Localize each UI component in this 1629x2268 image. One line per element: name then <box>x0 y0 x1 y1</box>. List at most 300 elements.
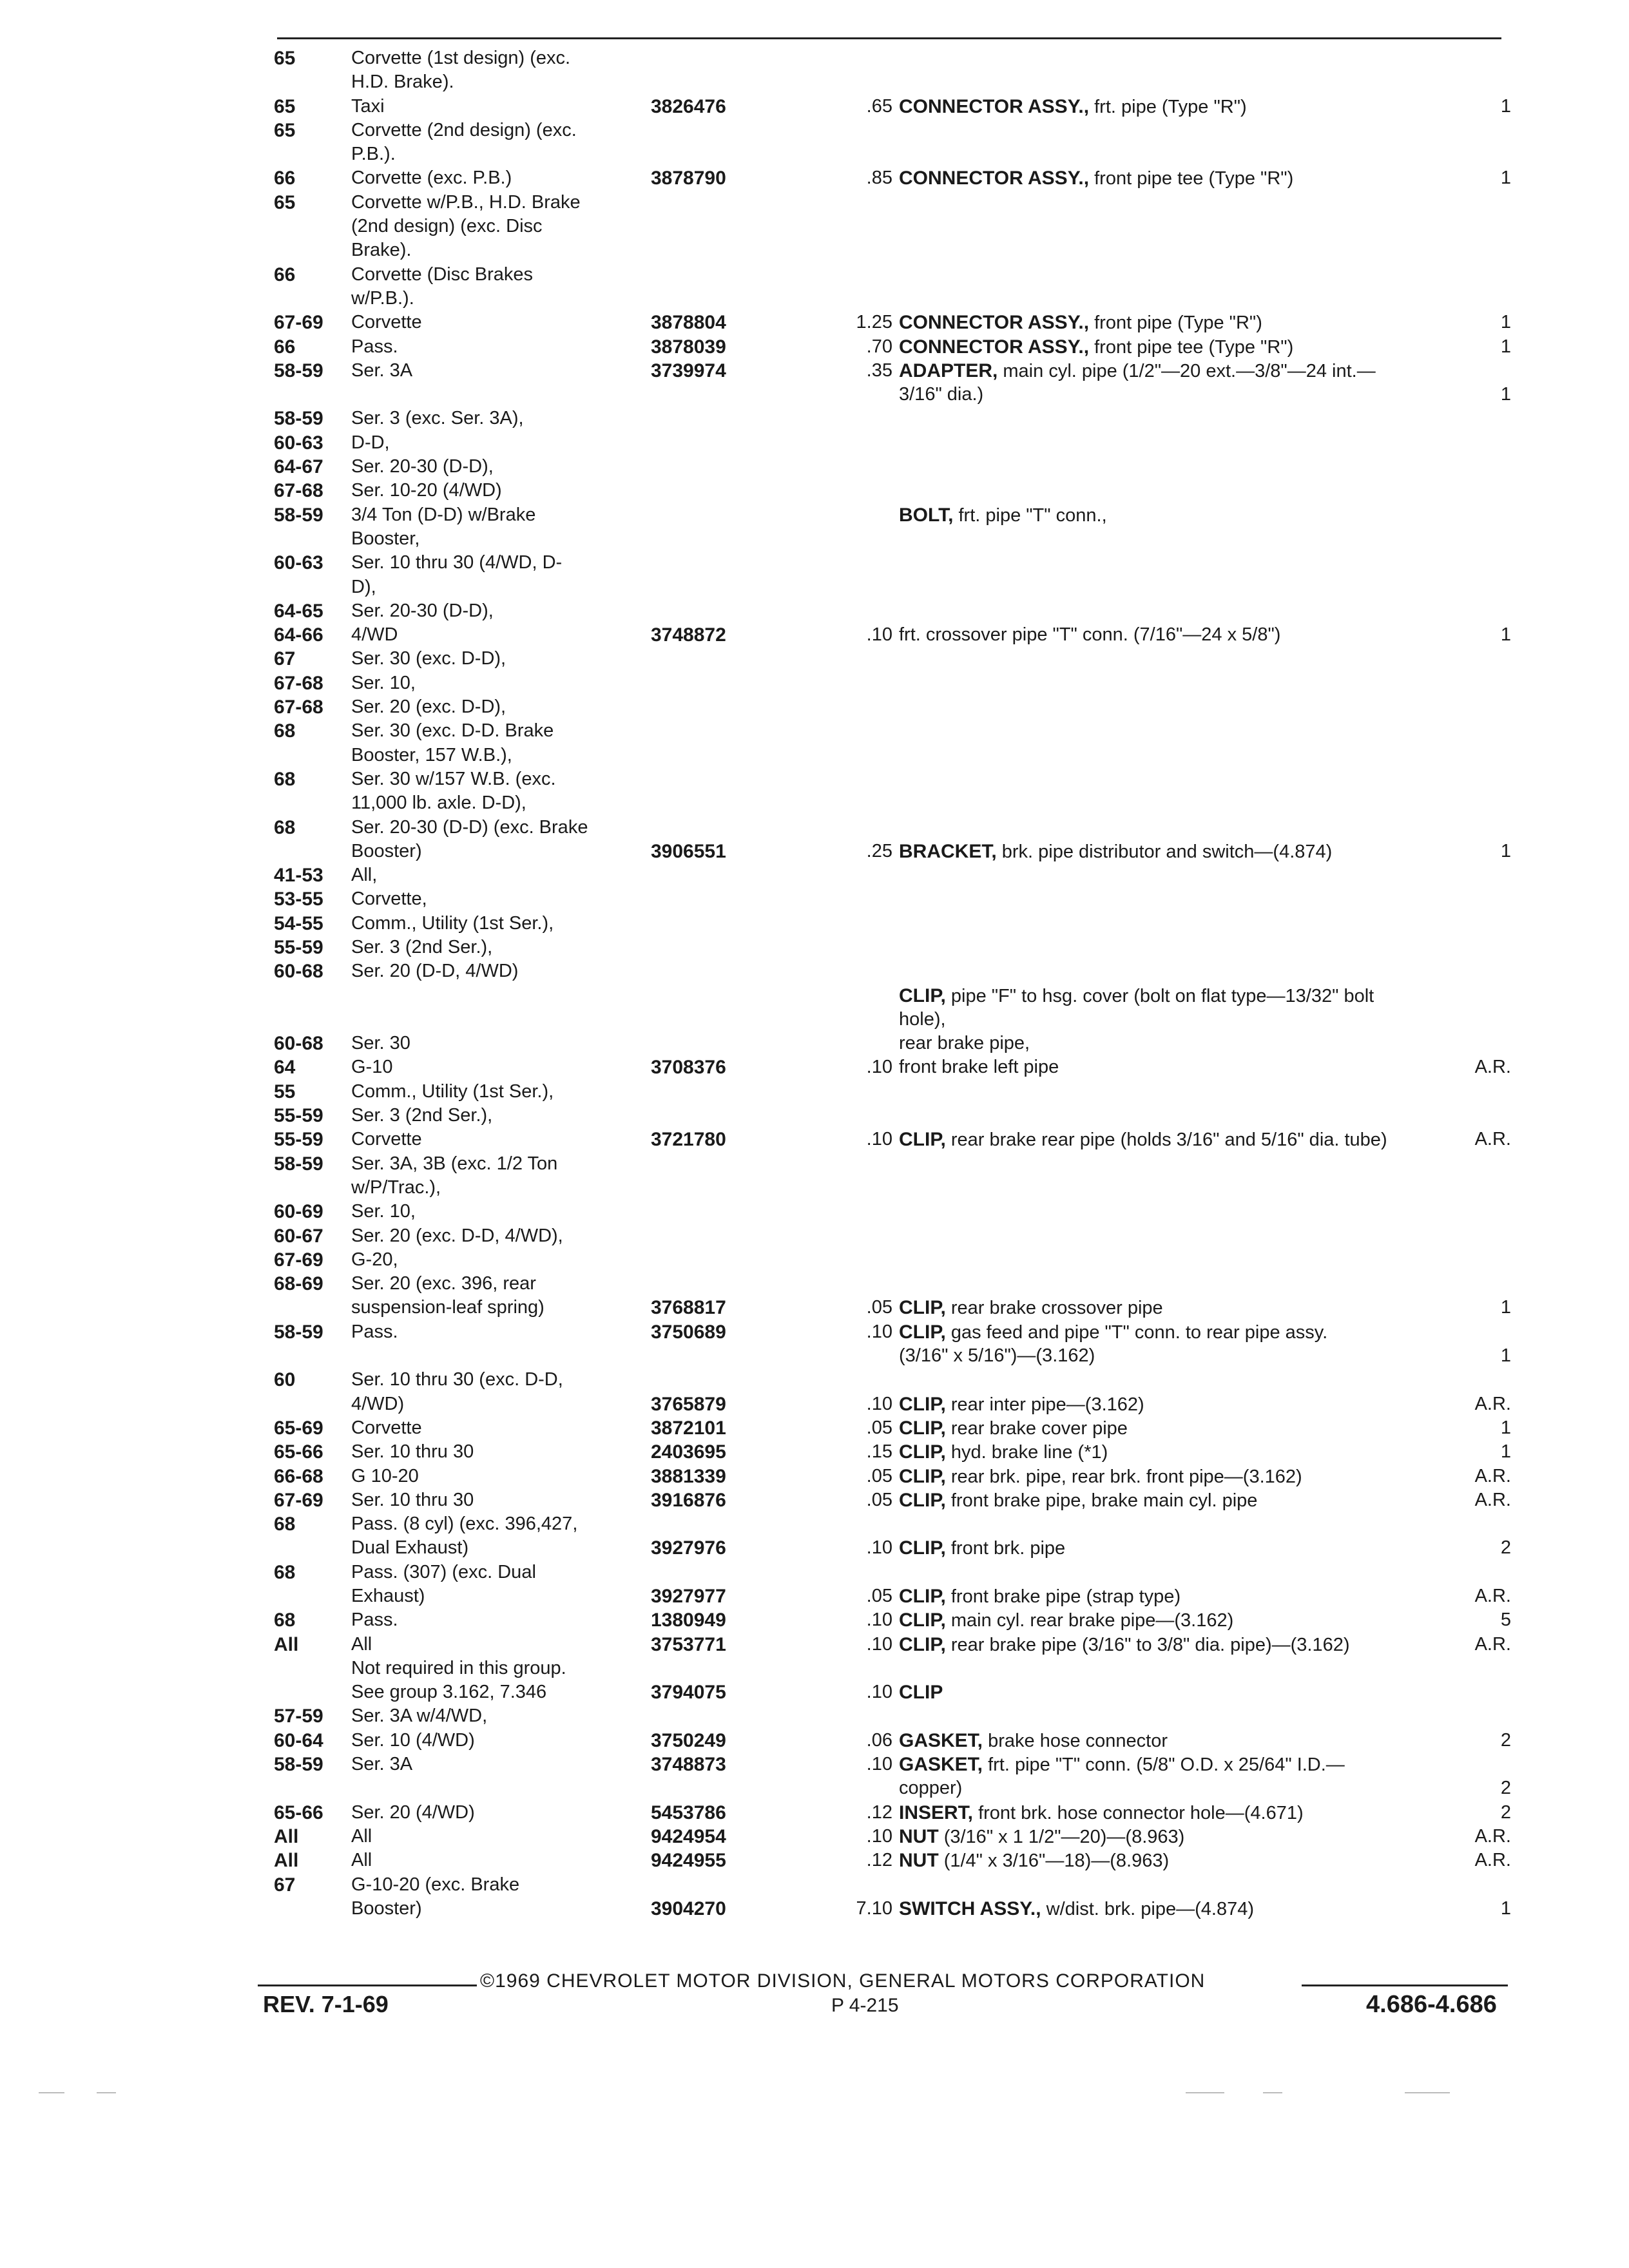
top-rule <box>277 37 1501 39</box>
part-description-text: frt. pipe "T" conn. (5/8" O.D. x 25/64" I.D.— <box>983 1754 1345 1776</box>
part-name: CLIP, <box>899 1489 946 1511</box>
part-description-text: w/dist. brk. pipe—(4.874) <box>1041 1898 1254 1919</box>
application: Corvette (1st design) (exc. <box>351 48 571 68</box>
model-years: 58-59 <box>274 1321 323 1343</box>
parts-row <box>0 1776 1629 1800</box>
part-name: CLIP, <box>899 1610 946 1631</box>
application: w/P/Trac.), <box>351 1177 441 1198</box>
quantity: 1 <box>1500 336 1511 357</box>
parts-row <box>0 936 1629 959</box>
application: (2nd design) (exc. Disc <box>351 216 543 237</box>
parts-row <box>0 1224 1629 1248</box>
part-number: 3916876 <box>651 1489 726 1511</box>
list-price: .65 <box>866 95 892 117</box>
list-price: .10 <box>866 1682 892 1703</box>
model-years: 58-59 <box>274 408 323 430</box>
quantity: 1 <box>1500 840 1511 861</box>
part-description-text: rear brake rear pipe (holds 3/16" and 5/16" dia. tube) <box>945 1129 1387 1151</box>
parts-row <box>0 887 1629 911</box>
list-price: .10 <box>866 1393 892 1414</box>
list-price: .12 <box>866 1802 892 1823</box>
parts-row <box>0 119 1629 142</box>
parts-row <box>0 1536 1629 1560</box>
model-years: 58-59 <box>274 360 323 381</box>
part-number: 3750249 <box>651 1729 726 1751</box>
part-description <box>899 95 1466 119</box>
quantity: 1 <box>1500 1898 1511 1919</box>
parts-row <box>0 863 1629 887</box>
list-price: .35 <box>866 360 892 381</box>
parts-row <box>0 1608 1629 1632</box>
part-number: 3927976 <box>651 1537 726 1559</box>
parts-row <box>0 1080 1629 1104</box>
parts-row <box>0 1440 1629 1464</box>
part-number: 5453786 <box>651 1802 726 1823</box>
part-description <box>899 1849 1466 1873</box>
parts-row <box>0 695 1629 719</box>
list-price: .05 <box>866 1586 892 1606</box>
model-years: 64-67 <box>274 456 323 478</box>
parts-row <box>0 1488 1629 1512</box>
part-name: ADAPTER, <box>899 360 998 381</box>
parts-row <box>0 1392 1629 1416</box>
application: All <box>351 1850 372 1871</box>
part-number: 3878804 <box>651 312 726 334</box>
part-description <box>899 1440 1466 1465</box>
model-years: 64-65 <box>274 600 323 622</box>
application: Taxi <box>351 95 385 117</box>
parts-row <box>0 70 1629 94</box>
parts-row <box>0 1849 1629 1872</box>
part-description <box>899 1488 1466 1513</box>
parts-row <box>0 912 1629 936</box>
model-years: 55-59 <box>274 1105 323 1127</box>
application: Ser. 30 (exc. D-D), <box>351 648 506 669</box>
parts-row <box>0 671 1629 695</box>
part-description-text: front brk. hose connector hole—(4.671) <box>973 1802 1304 1823</box>
part-description <box>899 1608 1466 1633</box>
parts-row <box>0 215 1629 238</box>
model-years: 65 <box>274 191 296 213</box>
parts-row <box>0 95 1629 119</box>
part-description <box>899 984 1466 1008</box>
part-description-text: 3/16" dia.) <box>899 384 984 405</box>
part-number: 3904270 <box>651 1898 726 1919</box>
quantity: A.R. <box>1474 1586 1511 1606</box>
list-price: .10 <box>866 1537 892 1559</box>
model-years: 53-55 <box>274 889 323 910</box>
application: Ser. 20 (exc. D-D, 4/WD), <box>351 1225 563 1246</box>
list-price: .10 <box>866 1610 892 1631</box>
quantity: A.R. <box>1474 1129 1511 1150</box>
part-description <box>899 840 1466 864</box>
application: P.B.). <box>351 144 396 165</box>
part-number: 3748873 <box>651 1754 726 1776</box>
parts-row <box>0 311 1629 334</box>
list-price: .05 <box>866 1489 892 1510</box>
model-years: 55-59 <box>274 1129 323 1151</box>
part-name: CLIP, <box>899 1537 946 1559</box>
model-years: 68-69 <box>274 1273 323 1295</box>
parts-row <box>0 335 1629 359</box>
application: Comm., Utility (1st Ser.), <box>351 912 554 934</box>
parts-row <box>0 359 1629 383</box>
parts-row <box>0 840 1629 863</box>
list-price: 1.25 <box>856 312 892 333</box>
list-price: .10 <box>866 1129 892 1150</box>
list-price: .15 <box>866 1441 892 1463</box>
part-description <box>899 1296 1466 1320</box>
part-description <box>899 1008 1466 1032</box>
part-description <box>899 623 1466 647</box>
revision-date: REV. 7-1-69 <box>263 1991 389 2017</box>
parts-row <box>0 767 1629 791</box>
part-description <box>899 1801 1466 1825</box>
model-years: 68 <box>274 1561 296 1583</box>
application: Pass. <box>351 1610 398 1631</box>
part-number: 9424954 <box>651 1825 726 1847</box>
footer-rule-right <box>1302 1984 1508 1986</box>
part-description-text: rear brake crossover pipe <box>945 1298 1163 1319</box>
part-name: CLIP, <box>899 1417 946 1439</box>
quantity: 1 <box>1500 1441 1511 1463</box>
list-price: .10 <box>866 1057 892 1078</box>
application: All <box>351 1825 372 1847</box>
list-price: .25 <box>866 840 892 861</box>
parts-row <box>0 1633 1629 1657</box>
part-number: 3721780 <box>651 1129 726 1151</box>
part-number: 3927977 <box>651 1586 726 1607</box>
parts-row <box>0 1801 1629 1825</box>
parts-row <box>0 1825 1629 1849</box>
parts-row <box>0 1897 1629 1921</box>
parts-row <box>0 191 1629 215</box>
application: Ser. 10 thru 30 <box>351 1441 474 1463</box>
application: Ser. 3 (2nd Ser.), <box>351 1105 493 1126</box>
model-years: 66-68 <box>274 1465 323 1487</box>
application: All <box>351 1633 372 1655</box>
part-description-text: frt. crossover pipe "T" conn. (7/16"—24 x 5/8") <box>899 624 1281 646</box>
part-description <box>899 1633 1466 1657</box>
part-description <box>899 1753 1466 1777</box>
list-price: .12 <box>866 1850 892 1871</box>
parts-row <box>0 431 1629 455</box>
parts-row <box>0 1055 1629 1079</box>
parts-row <box>0 551 1629 575</box>
model-years: 41-53 <box>274 865 323 887</box>
model-years: 67 <box>274 1874 296 1896</box>
part-description-text: front pipe tee (Type "R") <box>1089 168 1294 189</box>
part-number: 3906551 <box>651 840 726 862</box>
model-years: 57-59 <box>274 1706 323 1727</box>
application: Ser. 30 <box>351 1033 410 1054</box>
part-description <box>899 1416 1466 1441</box>
part-name: NUT <box>899 1825 939 1847</box>
part-description <box>899 1729 1466 1753</box>
application: Corvette <box>351 1417 422 1438</box>
part-number: 3826476 <box>651 95 726 117</box>
part-number: 1380949 <box>651 1610 726 1631</box>
model-years: 54-55 <box>274 912 323 934</box>
part-name: CLIP <box>899 1682 943 1704</box>
part-name: GASKET, <box>899 1729 983 1751</box>
part-name: BOLT, <box>899 504 954 526</box>
quantity: 1 <box>1500 1417 1511 1438</box>
model-years: All <box>274 1825 299 1847</box>
part-description-text: rear brk. pipe, rear brk. front pipe—(3.162) <box>945 1466 1302 1487</box>
parts-row <box>0 647 1629 671</box>
model-years: 64-66 <box>274 624 323 646</box>
part-number: 9424955 <box>651 1850 726 1872</box>
model-years: 68 <box>274 1514 296 1535</box>
parts-row <box>0 1248 1629 1272</box>
list-price: .70 <box>866 336 892 357</box>
model-years: 60-68 <box>274 1033 323 1055</box>
model-years: 66 <box>274 168 296 189</box>
parts-row <box>0 1416 1629 1440</box>
application: Ser. 10 thru 30 <box>351 1489 474 1510</box>
application: Ser. 10 thru 30 (4/WD, D- <box>351 552 563 573</box>
footer-rule-left <box>258 1984 477 1986</box>
part-description <box>899 166 1466 191</box>
part-description <box>899 1465 1466 1489</box>
application: Ser. 20-30 (D-D) (exc. Brake <box>351 816 588 838</box>
part-name: CLIP, <box>899 1297 946 1319</box>
parts-row <box>0 527 1629 551</box>
parts-row <box>0 744 1629 767</box>
part-description <box>899 1055 1466 1079</box>
application: Ser. 3 (2nd Ser.), <box>351 936 493 957</box>
parts-table <box>0 46 1629 1921</box>
quantity: 1 <box>1500 624 1511 646</box>
model-years: 66 <box>274 336 296 358</box>
part-description-text: front brake pipe (strap type) <box>945 1586 1181 1607</box>
parts-row <box>0 1657 1629 1680</box>
model-years: 67-68 <box>274 480 323 502</box>
model-years: 55 <box>274 1081 296 1102</box>
application: 4/WD <box>351 624 398 646</box>
application: See group 3.162, 7.346 <box>351 1682 547 1703</box>
model-years: 68 <box>274 816 296 838</box>
parts-row <box>0 407 1629 430</box>
quantity: A.R. <box>1474 1057 1511 1078</box>
application: Pass. (8 cyl) (exc. 396,427, <box>351 1514 578 1535</box>
parts-row <box>0 1680 1629 1704</box>
part-name: GASKET, <box>899 1754 983 1776</box>
model-years: All <box>274 1850 299 1872</box>
application: Ser. 30 (exc. D-D. Brake <box>351 720 554 742</box>
part-description-text: front brake left pipe <box>899 1057 1059 1078</box>
parts-row <box>0 1584 1629 1608</box>
part-description <box>899 383 1466 407</box>
application: D), <box>351 576 376 597</box>
model-years: 64 <box>274 1057 296 1079</box>
quantity: 2 <box>1500 1729 1511 1751</box>
part-description <box>899 1536 1466 1561</box>
part-name: CLIP, <box>899 1586 946 1607</box>
parts-row <box>0 1561 1629 1584</box>
application: Ser. 30 w/157 W.B. (exc. <box>351 768 556 789</box>
parts-row <box>0 142 1629 166</box>
part-name: CONNECTOR ASSY., <box>899 95 1090 117</box>
application: D-D, <box>351 432 390 453</box>
part-number: 3881339 <box>651 1465 726 1487</box>
model-years: 65 <box>274 95 296 117</box>
application: Ser. 10, <box>351 672 416 693</box>
model-years: 60 <box>274 1369 296 1391</box>
part-name: CONNECTOR ASSY., <box>899 312 1090 334</box>
application: Ser. 3A <box>351 1754 413 1775</box>
application: Ser. 10-20 (4/WD) <box>351 480 502 501</box>
model-years: 58-59 <box>274 1754 323 1776</box>
parts-row <box>0 984 1629 1008</box>
part-description <box>899 1032 1466 1055</box>
application: Ser. 20 (exc. D-D), <box>351 697 506 718</box>
application: Dual Exhaust) <box>351 1537 469 1559</box>
model-years: 67 <box>274 648 296 670</box>
model-years: 67-69 <box>274 312 323 334</box>
model-years: 65 <box>274 119 296 141</box>
parts-row <box>0 1344 1629 1368</box>
application: w/P.B.). <box>351 287 414 309</box>
parts-row <box>0 287 1629 311</box>
quantity: A.R. <box>1474 1825 1511 1847</box>
part-number: 3739974 <box>651 360 726 381</box>
list-price: .06 <box>866 1729 892 1751</box>
application: Booster, <box>351 528 420 549</box>
application: Corvette <box>351 1129 422 1150</box>
part-description-text: rear brake cover pipe <box>945 1418 1128 1439</box>
list-price: .05 <box>866 1417 892 1438</box>
list-price: .05 <box>866 1465 892 1486</box>
model-years: 60-67 <box>274 1225 323 1247</box>
parts-row <box>0 599 1629 623</box>
model-years: 58-59 <box>274 504 323 526</box>
part-description-text: copper) <box>899 1778 963 1799</box>
parts-row <box>0 1032 1629 1055</box>
part-name: CONNECTOR ASSY., <box>899 336 1090 358</box>
application: Ser. 20 (4/WD) <box>351 1802 475 1823</box>
model-years: 68 <box>274 720 296 742</box>
quantity: 1 <box>1500 1297 1511 1318</box>
quantity: 1 <box>1500 384 1511 405</box>
part-description <box>899 503 1466 528</box>
parts-row <box>0 816 1629 840</box>
parts-row <box>0 1512 1629 1536</box>
part-description <box>899 359 1466 383</box>
application: Not required in this group. <box>351 1657 566 1678</box>
model-years: All <box>274 1633 299 1655</box>
part-name: CLIP, <box>899 1633 946 1655</box>
parts-row <box>0 1128 1629 1151</box>
application: All, <box>351 865 378 886</box>
part-name: CLIP, <box>899 1465 946 1487</box>
application: Ser. 10, <box>351 1201 416 1222</box>
part-description <box>899 1680 1466 1705</box>
part-description <box>899 1392 1466 1417</box>
part-name: INSERT, <box>899 1802 974 1823</box>
application: Corvette (2nd design) (exc. <box>351 119 577 140</box>
part-name: BRACKET, <box>899 840 997 862</box>
part-name: NUT <box>899 1850 939 1872</box>
part-description-text: frt. pipe "T" conn., <box>953 505 1107 526</box>
scan-specks <box>0 2091 1629 2095</box>
application: 3/4 Ton (D-D) w/Brake <box>351 504 536 525</box>
application: G-10-20 (exc. Brake <box>351 1874 520 1895</box>
application: G-10 <box>351 1057 393 1078</box>
part-number: 3878039 <box>651 336 726 358</box>
list-price: .10 <box>866 1633 892 1655</box>
parts-row <box>0 1176 1629 1200</box>
part-description <box>899 1825 1466 1849</box>
model-years: 55-59 <box>274 936 323 958</box>
parts-row <box>0 1368 1629 1392</box>
part-number: 3753771 <box>651 1633 726 1655</box>
part-number: 3765879 <box>651 1393 726 1415</box>
model-years: 60-68 <box>274 961 323 983</box>
part-description <box>899 311 1466 335</box>
parts-row <box>0 1729 1629 1753</box>
application: Booster) <box>351 840 422 861</box>
part-number: 3768817 <box>651 1297 726 1319</box>
part-description-text: (3/16" x 5/16")—(3.162) <box>899 1345 1095 1367</box>
part-description-text: brake hose connector <box>983 1730 1168 1751</box>
part-description-text: (3/16" x 1 1/2"—20)—(8.963) <box>938 1826 1185 1847</box>
parts-row <box>0 1272 1629 1296</box>
application: Pass. (307) (exc. Dual <box>351 1561 536 1582</box>
application: G 10-20 <box>351 1465 419 1486</box>
quantity: 1 <box>1500 95 1511 117</box>
parts-row <box>0 263 1629 287</box>
list-price: .10 <box>866 624 892 646</box>
quantity: A.R. <box>1474 1850 1511 1871</box>
part-description-text: front brake pipe, brake main cyl. pipe <box>945 1490 1258 1511</box>
application: Ser. 10 thru 30 (exc. D-D, <box>351 1369 563 1390</box>
part-description-text: brk. pipe distributor and switch—(4.874) <box>996 841 1333 862</box>
quantity: A.R. <box>1474 1465 1511 1486</box>
parts-row <box>0 1873 1629 1897</box>
parts-row <box>0 1008 1629 1032</box>
model-years: 60-63 <box>274 552 323 574</box>
part-name: CLIP, <box>899 1393 946 1415</box>
part-description-text: gas feed and pipe "T" conn. to rear pipe assy. <box>945 1321 1328 1343</box>
list-price: .10 <box>866 1754 892 1775</box>
part-description-text: rear inter pipe—(3.162) <box>945 1394 1144 1415</box>
part-description <box>899 1897 1466 1921</box>
quantity: 1 <box>1500 168 1511 189</box>
application: Ser. 3A <box>351 360 413 381</box>
parts-row <box>0 1320 1629 1344</box>
application: Ser. 3 (exc. Ser. 3A), <box>351 408 524 429</box>
application: Ser. 20-30 (D-D), <box>351 456 494 477</box>
part-description-text: front pipe (Type "R") <box>1089 312 1262 334</box>
model-years: 60-69 <box>274 1201 323 1223</box>
model-years: 65-66 <box>274 1441 323 1463</box>
quantity: A.R. <box>1474 1393 1511 1414</box>
parts-row <box>0 46 1629 70</box>
application: Ser. 10 (4/WD) <box>351 1729 475 1751</box>
model-years: 65 <box>274 48 296 69</box>
part-description-text: (1/4" x 3/16"—18)—(8.963) <box>938 1850 1170 1872</box>
page-number: P 4-215 <box>831 1995 899 2016</box>
application: Booster, 157 W.B.), <box>351 744 512 765</box>
application: G-20, <box>351 1249 398 1270</box>
application: Ser. 3A, 3B (exc. 1/2 Ton <box>351 1153 558 1174</box>
quantity: A.R. <box>1474 1489 1511 1510</box>
model-years: 67-69 <box>274 1489 323 1511</box>
part-name: CONNECTOR ASSY., <box>899 168 1090 189</box>
quantity: A.R. <box>1474 1633 1511 1655</box>
